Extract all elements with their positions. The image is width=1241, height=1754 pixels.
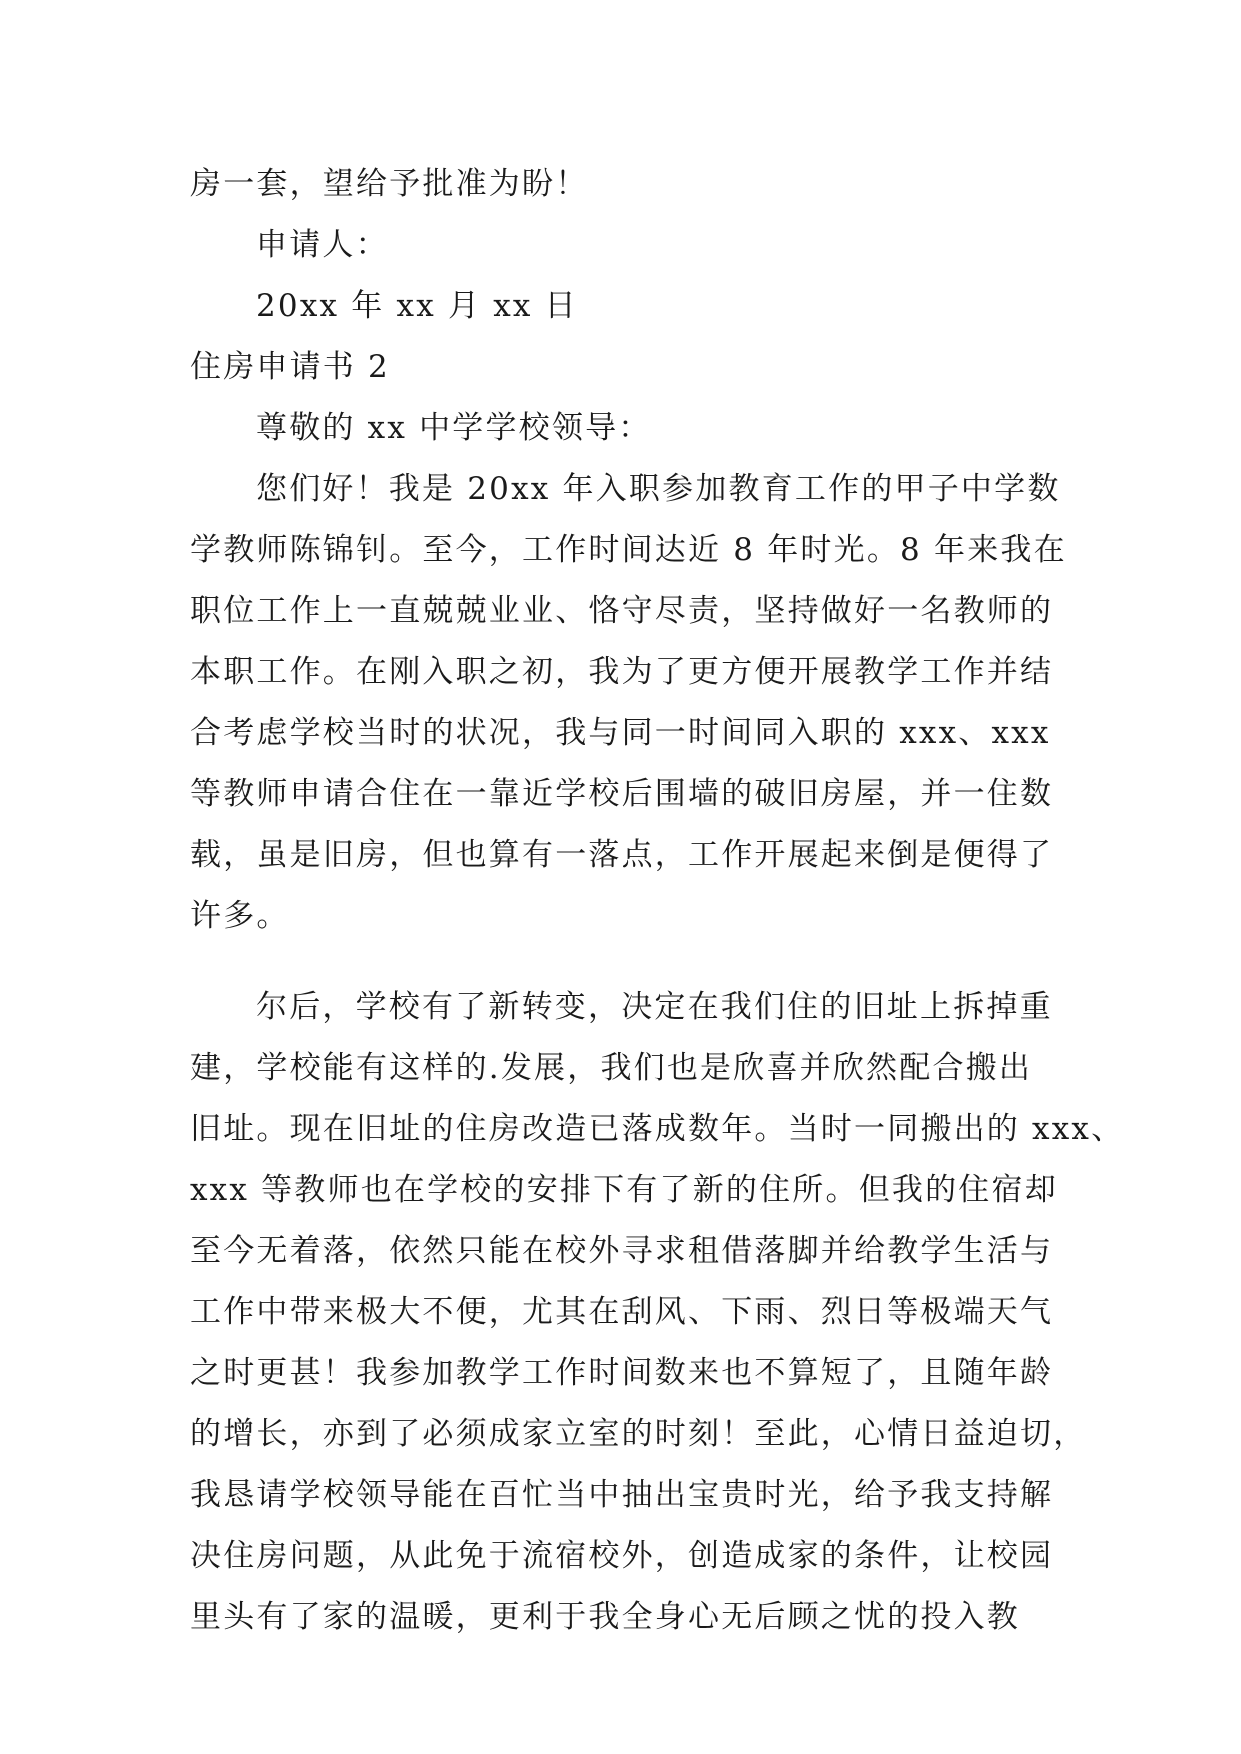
date-line: 20xx 年 xx 月 xx 日 (256, 288, 578, 324)
salutation: 尊敬的 xx 中学学校领导： (256, 410, 652, 446)
paragraph-line: 里头有了家的温暖，更利于我全身心无后顾之忧的投入教 (190, 1599, 1020, 1635)
paragraph-line: 载，虽是旧房，但也算有一落点，工作开展起来倒是便得了 (190, 837, 1054, 873)
applicant-label: 申请人： (256, 227, 389, 263)
section-title: 住房申请书 2 (190, 349, 390, 385)
paragraph-line: 工作中带来极大不便，尤其在刮风、下雨、烈日等极端天气 (190, 1294, 1054, 1330)
paragraph-line: 您们好！我是 20xx 年入职参加教育工作的甲子中学数 (256, 471, 1061, 507)
opening-line: 房一套，望给予批准为盼！ (190, 166, 589, 202)
paragraph-line: 建，学校能有这样的.发展，我们也是欣喜并欣然配合搬出 (190, 1050, 1033, 1086)
paragraph-line: 决住房问题，从此免于流宿校外，创造成家的条件，让校园 (190, 1538, 1054, 1574)
paragraph-line: 旧址。现在旧址的住房改造已落成数年。当时一同搬出的 xxx、 (190, 1111, 1125, 1147)
document-body (190, 154, 1125, 1648)
paragraph-line: 许多。 (190, 898, 290, 934)
paragraph-line: xxx 等教师也在学校的安排下有了新的住所。但我的住宿却 (190, 1172, 1058, 1208)
paragraph-line: 之时更甚！我参加教学工作时间数来也不算短了，且随年龄 (190, 1355, 1054, 1391)
paragraph-line: 至今无着落，依然只能在校外寻求租借落脚并给教学生活与 (190, 1233, 1054, 1269)
paragraph-line: 职位工作上一直兢兢业业、恪守尽责，坚持做好一名教师的 (190, 593, 1054, 629)
paragraph-line: 的增长，亦到了必须成家立室的时刻！至此，心情日益迫切， (190, 1416, 1087, 1452)
paragraph-line: 我恳请学校领导能在百忙当中抽出宝贵时光，给予我支持解 (190, 1477, 1054, 1513)
paragraph-line: 学教师陈锦钊。至今，工作时间达近 8 年时光。8 年来我在 (190, 532, 1067, 568)
paragraph-line: 本职工作。在刚入职之初，我为了更方便开展教学工作并结 (190, 654, 1054, 690)
paragraph-line: 尔后，学校有了新转变，决定在我们住的旧址上拆掉重 (256, 989, 1053, 1025)
paragraph-gap (190, 947, 1060, 977)
paragraph-line: 等教师申请合住在一靠近学校后围墙的破旧房屋，并一住数 (190, 776, 1054, 812)
paragraph-line: 合考虑学校当时的状况，我与同一时间同入职的 xxx、xxx (190, 715, 1051, 751)
